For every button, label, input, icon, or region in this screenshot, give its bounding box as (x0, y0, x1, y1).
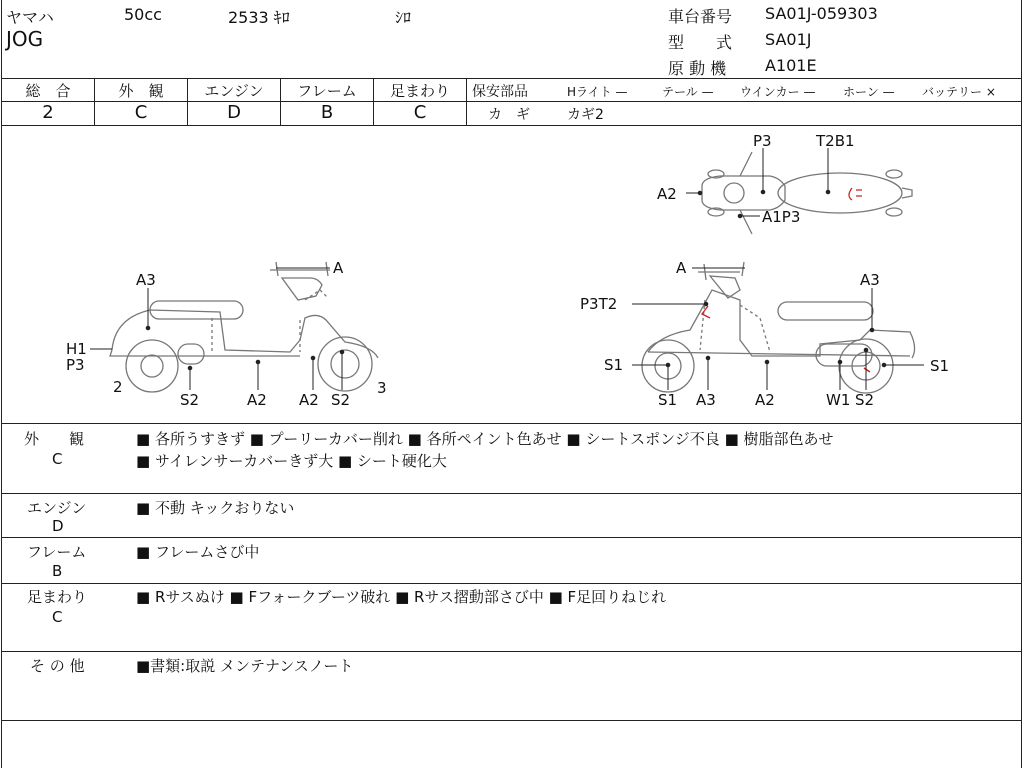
divider-remark-3 (1, 583, 1022, 584)
displacement: 50cc (124, 5, 162, 24)
grade-sep-5 (466, 78, 467, 125)
safety-label: 保安部品 (472, 84, 528, 100)
left-label-a2-rear: A2 (299, 391, 319, 409)
grade-label-engine: エンジン (204, 82, 264, 100)
grade-label-suspension: 足まわり (389, 82, 450, 100)
engine-label: 原 動 機 (668, 59, 727, 78)
left-body-outline (112, 310, 378, 358)
grade-value-frame: B (320, 102, 334, 123)
safety-battery: バッテリー × (922, 85, 996, 99)
left-label-h1: H1 (66, 340, 87, 358)
damage-diagram (0, 126, 1022, 422)
right-damage-mark (702, 306, 710, 318)
grade-value-overall: 2 (42, 102, 54, 123)
left-label-a: A (333, 259, 344, 277)
left-label-p3: P3 (66, 356, 85, 374)
remark-line-suspension-1: ■ Rサスぬけ ■ Fフォークブーツ破れ ■ Rサス摺動部さび中 ■ F足回りねじれ (136, 588, 667, 606)
remark-line-engine-1: ■ 不動 キックおりない (136, 499, 295, 517)
top-label-t2b1: T2B1 (816, 132, 855, 150)
right-label-s1-left: S1 (604, 356, 624, 374)
safety-headlight: Hライト — (567, 85, 628, 99)
grade-value-exterior: C (134, 102, 148, 123)
remark-label-other: そ の 他 (30, 657, 85, 675)
remark-line-other-1: ■書類:取説 メンテナンスノート (136, 657, 354, 675)
right-front-cowl (710, 276, 740, 298)
right-label-a: A (676, 259, 687, 277)
right-label-s1-right: S1 (930, 357, 950, 375)
left-rear-hub (331, 350, 359, 378)
right-label-p3t2: P3T2 (580, 295, 618, 313)
remark-grade-exterior: C (52, 450, 63, 468)
mileage: 2533 ｷﾛ (228, 8, 290, 27)
safety-horn: ホーン — (843, 85, 895, 99)
top-scooter-drawing (702, 152, 912, 234)
remark-label-engine: エンジン (27, 499, 87, 517)
divider-header (1, 78, 1022, 79)
remark-label-suspension: 足まわり (27, 588, 88, 606)
right-muffler-damage-mark (864, 368, 870, 372)
model-name: JOG (6, 27, 44, 51)
top-damage-mark (849, 188, 862, 200)
key-value: カギ2 (567, 107, 604, 123)
divider-remark-4 (1, 651, 1022, 652)
left-front-hub (141, 355, 163, 377)
type-label: 型 式 (668, 33, 733, 52)
divider-remark-5 (1, 720, 1022, 721)
top-label-p3: P3 (753, 132, 772, 150)
left-label-a2-mid: A2 (247, 391, 267, 409)
divider-diagram-bottom (1, 423, 1022, 424)
type-value: SA01J (765, 30, 812, 49)
remark-grade-frame: B (52, 562, 63, 580)
left-handlebar (270, 262, 330, 276)
body-color: ｼﾛ (395, 8, 412, 27)
left-label-s2-front: S2 (180, 391, 200, 409)
left-label-2: 2 (113, 378, 123, 396)
right-body-outline (648, 290, 915, 358)
grade-label-exterior: 外 観 (118, 82, 164, 100)
right-label-w1: W1 (826, 391, 851, 409)
left-rear-wheel (318, 337, 372, 391)
remark-line-exterior-1: ■ 各所うすきず ■ プーリーカバー削れ ■ 各所ペイント色あせ ■ シートスポンジ不良 ■ 樹脂部色あせ (136, 430, 834, 448)
right-label-a3-bottom: A3 (696, 391, 716, 409)
top-label-a1p3: A1P3 (762, 208, 801, 226)
remark-label-frame: フレーム (27, 543, 87, 561)
safety-winker: ウインカー — (740, 85, 816, 99)
left-front-wheel (126, 340, 178, 392)
top-handlebar (740, 152, 752, 234)
left-label-a3: A3 (136, 271, 156, 289)
left-label-3: 3 (377, 379, 387, 397)
maker: ヤマハ (6, 8, 54, 27)
right-label-a2: A2 (755, 391, 775, 409)
left-label-s2-rear: S2 (331, 391, 351, 409)
divider-remark-1 (1, 493, 1022, 494)
frame-no: SA01J-059303 (765, 4, 878, 23)
right-seat (778, 302, 873, 320)
grade-label-frame: フレーム (297, 82, 357, 100)
grade-value-engine: D (227, 102, 241, 123)
grade-label-overall: 総 合 (25, 82, 71, 100)
remark-grade-suspension: C (52, 608, 63, 626)
right-label-a3-rear: A3 (860, 271, 880, 289)
frame-no-label: 車台番号 (668, 7, 733, 26)
right-label-s2: S2 (855, 391, 875, 409)
left-muffler (178, 344, 204, 364)
key-label: カ ギ (488, 107, 530, 123)
safety-tail: テール — (662, 85, 714, 99)
remark-label-exterior: 外 観 (24, 430, 85, 448)
grade-value-suspension: C (413, 102, 427, 123)
remark-line-frame-1: ■ フレームさび中 (136, 543, 260, 561)
remark-line-exterior-2: ■ サイレンサーカバーきず大 ■ シート硬化大 (136, 452, 447, 470)
remark-grade-engine: D (52, 517, 64, 535)
top-label-a2: A2 (657, 185, 677, 203)
left-front-cowl (282, 278, 322, 300)
right-label-s1-bottom: S1 (658, 391, 678, 409)
top-seat (778, 173, 902, 213)
divider-remark-2 (1, 537, 1022, 538)
engine-value: A101E (765, 56, 817, 75)
top-headlight (724, 183, 744, 203)
